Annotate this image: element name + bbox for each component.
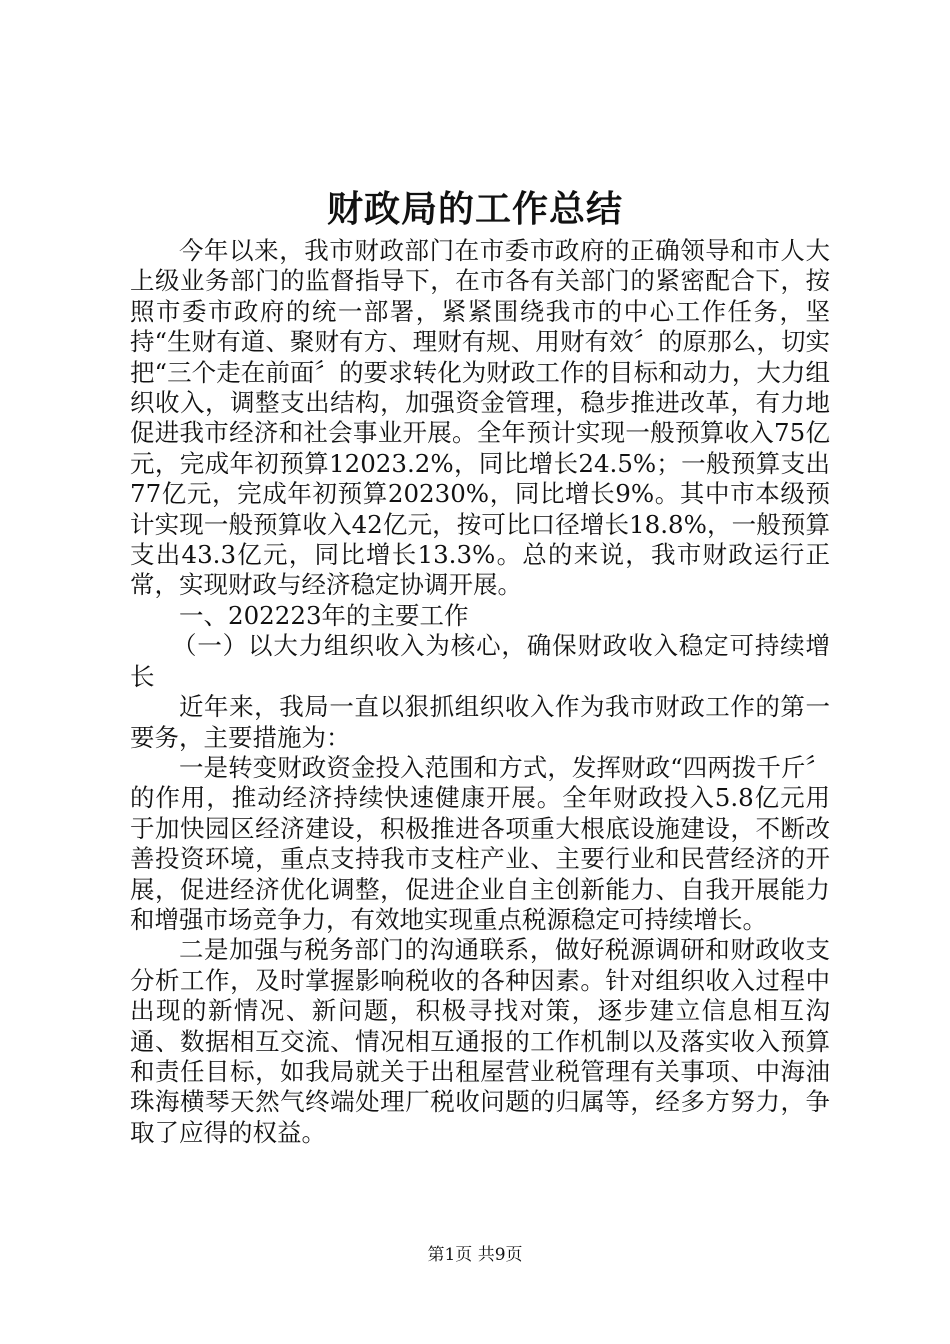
paragraph-measures-intro: 近年来，我局一直以狠抓组织收入作为我市财政工作的第一要务，主要措施为： [130, 692, 830, 752]
page-number-footer: 第1页 共9页 [427, 1245, 523, 1265]
paragraph-measure-1: 一是转变财政资金投入范围和方式，发挥财政“四两拨千斤〞的作用，推动经济持续快速健康开展。全年财政投入5.8亿元用于加快园区经济建设，积极推进各项重大根底设施建设，不断改善投资环境，重点支持我市支柱产业、主要行业和民营经济的开展，促进经济优化调整，促进企业自主创新能力、自我开展能力和增强市场竞争力，有效地实现重点税源稳定可持续增长。 [130, 752, 830, 934]
subsection-heading-1: （一）以大力组织收入为核心，确保财政收入稳定可持续增长 [130, 631, 830, 691]
paragraph-measure-2: 二是加强与税务部门的沟通联系，做好税源调研和财政收支分析工作，及时掌握影响税收的各种因素。针对组织收入过程中出现的新情况、新问题，积极寻找对策，逐步建立信息相互沟通、数据相互交流、情况相互通报的工作机制以及落实收入预算和责任目标，如我局就关于出租屋营业税管理有关事项、中海油珠海横琴天然气终端处理厂税收问题的归属等，经多方努力，争取了应得的权益。 [130, 935, 830, 1147]
paragraph-intro: 今年以来，我市财政部门在市委市政府的正确领导和市人大上级业务部门的监督指导下，在市各有关部门的紧密配合下，按照市委市政府的统一部署，紧紧围绕我市的中心工作任务，坚持“生财有道、聚财有方、理财有规、用财有效〞的原那么，切实把“三个走在前面〞的要求转化为财政工作的目标和动力，大力组织收入，调整支出结构，加强资金管理，稳步推进改革，有力地促进我市经济和社会事业开展。全年预计实现一般预算收入75亿元，完成年初预算12023.2%，同比增长24.5%；一般预算支出77亿元，完成年初预算20230%，同比增长9%。其中市本级预计实现一般预算收入42亿元，按可比口径增长18.8%，一般预算支出43.3亿元，同比增长13.3%。总的来说，我市财政运行正常，实现财政与经济稳定协调开展。 [130, 236, 830, 600]
document-title: 财政局的工作总结 [326, 188, 623, 230]
section-heading-1: 一、202223年的主要工作 [179, 600, 469, 630]
document-body [130, 236, 830, 1148]
